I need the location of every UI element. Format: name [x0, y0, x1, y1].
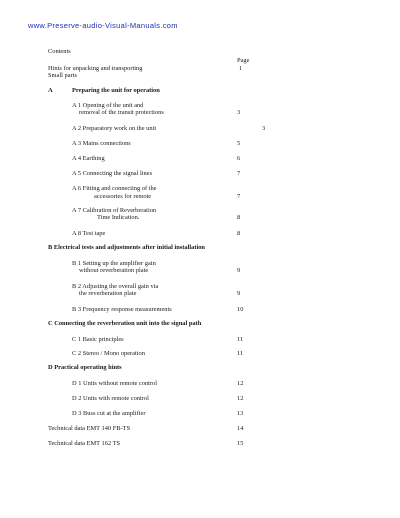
toc-entry-text: Hints for unpacking and transporting [48, 65, 143, 72]
section-letter: A [48, 87, 53, 94]
toc-entry-text: D 2 Units with remote control [72, 395, 149, 402]
toc-entry-page: 11 [237, 350, 244, 357]
toc-entry-text: A 5 Connecting the signal lines [72, 170, 153, 177]
toc-entry-text: A 2 Preparatory work on the unit [72, 125, 157, 132]
toc-entry-page: 9 [237, 267, 241, 274]
toc-entry-page: 1 [239, 65, 243, 72]
toc-entry-page: 14 [237, 425, 244, 432]
toc-entry-page: 15 [237, 440, 244, 447]
toc-entry-text: A 6 Fitting and connecting of the [72, 185, 157, 192]
toc-entry-text: Technical data EMT 162 TS [48, 440, 121, 447]
section-title: Preparing the unit for operation [72, 87, 160, 94]
page-column-heading: Page [237, 57, 250, 64]
toc-entry-page: 3 [262, 125, 266, 132]
toc-entry-text: A 7 Calibration of Reverberation [72, 207, 157, 214]
site-watermark: www.Preserve-audio-Visual-Manuals.com [28, 21, 178, 30]
toc-entry-text: A 8 Test tape [72, 230, 106, 237]
contents-heading: Contents [48, 48, 71, 55]
toc-entry-text: Time Indication. [97, 214, 140, 221]
toc-entry-page: 5 [237, 140, 241, 147]
toc-entry-page: 6 [237, 155, 241, 162]
toc-entry-text: B 2 Adjusting the overall gain via [72, 283, 159, 290]
toc-entry-text: A 1 Opening of the unit and [72, 102, 144, 109]
toc-entry-page: 13 [237, 410, 244, 417]
toc-entry-page: 12 [237, 395, 244, 402]
toc-entry-page: 8 [237, 214, 241, 221]
toc-entry-text: B 1 Setting up the amplifier gain [72, 260, 156, 267]
section-title: D Practical operating hints [48, 364, 122, 371]
toc-entry-text: accessories for remote [94, 193, 152, 200]
toc-entry-page: 10 [237, 306, 244, 313]
toc-entry-text: C 1 Basic principles [72, 336, 124, 343]
toc-entry-page: 12 [237, 380, 244, 387]
toc-entry-text: removal of the transit protections [79, 109, 164, 116]
toc-entry-text: A 4 Earthing [72, 155, 105, 162]
toc-entry-text: A 3 Mains connections [72, 140, 131, 147]
toc-entry-page: 11 [237, 336, 244, 343]
toc-entry-text: C 2 Stereo / Mono operation [72, 350, 145, 357]
toc-entry-text: the reverberation plate [79, 290, 137, 297]
toc-entry-page: 7 [237, 170, 241, 177]
section-title: C Connecting the reverberation unit into the signal path [48, 320, 202, 327]
section-title: B Electrical tests and adjustments after initial installation [48, 244, 205, 251]
toc-entry-text: Technical data EMT 140 FB-TS [48, 425, 131, 432]
toc-entry-text: without reverberation plate [79, 267, 149, 274]
toc-entry-page: 7 [237, 193, 241, 200]
toc-entry-page: 3 [237, 109, 241, 116]
toc-entry-page: 8 [237, 230, 241, 237]
toc-entry-text: D 1 Units without remote control [72, 380, 158, 387]
toc-entry-text: Small parts [48, 72, 77, 79]
toc-entry-page: 9 [237, 290, 241, 297]
toc-entry-text: D 3 Buss cut at the amplifier [72, 410, 146, 417]
toc-entry-text: B 3 Frequency response measurements [72, 306, 172, 313]
